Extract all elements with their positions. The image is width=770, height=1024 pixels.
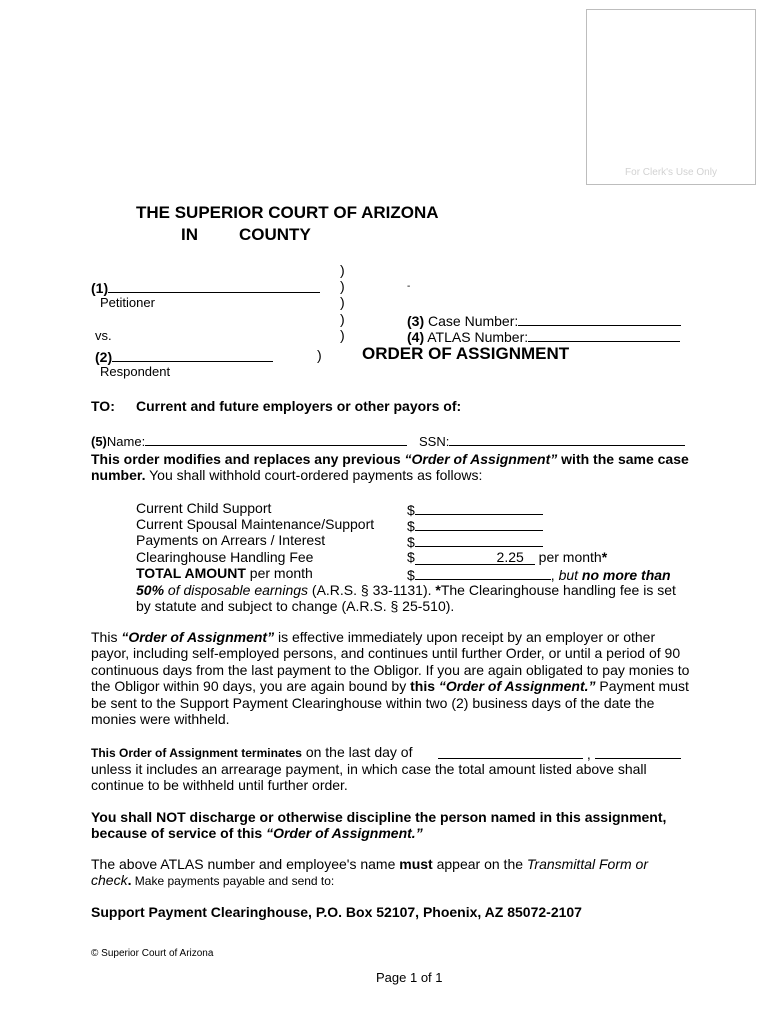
effective-order-ref: “Order of Assignment.” (438, 678, 596, 695)
atlas-number-num: (4) (407, 329, 425, 345)
ssn-label: SSN: (419, 434, 450, 449)
handling-fee-field[interactable] (415, 550, 535, 565)
order-title: ORDER OF ASSIGNMENT (362, 344, 570, 363)
ars-ref: (A.R.S. § 33-1131). (308, 582, 436, 598)
atlas-note-check: check (91, 872, 128, 889)
payment-amount (407, 532, 543, 550)
terminates-text: continue to be withheld until further order. (91, 777, 348, 794)
discharge-text: You shall NOT discharge or otherwise discipline the person named in this assignment, (91, 809, 667, 825)
spousal-support-field[interactable] (415, 516, 543, 531)
per-month-text: per month (534, 549, 602, 565)
terminates-comma: , (586, 746, 591, 762)
case-number-field[interactable] (518, 311, 681, 326)
effective-this: this (410, 678, 439, 695)
discharge-paragraph (91, 809, 691, 842)
respondent-number: (2) (95, 349, 113, 365)
total-amount-field[interactable] (415, 565, 551, 580)
effective-text: This (91, 629, 122, 645)
payment-label: Current Spousal Maintenance/Support (136, 516, 375, 532)
copyright: © Superior Court of Arizona (91, 948, 214, 959)
dollar-sign: $ (407, 502, 415, 518)
fee-star: * (601, 549, 608, 565)
terminates-text: on the last day of (301, 744, 413, 760)
terminates-line (91, 744, 412, 760)
atlas-note-text: Make payments payable and send to: (131, 874, 335, 889)
total-comma: , (550, 567, 559, 583)
respondent-label: Respondent (100, 364, 171, 379)
payment-label: Payments on Arrears / Interest (136, 532, 326, 548)
discharge-text: because of service of this (91, 825, 267, 842)
effective-text: continuous days from the last payment to the Obligor. If you are again obligated to pay monies to (91, 661, 690, 678)
intro-text: number. (91, 467, 146, 484)
caption-dash: - (407, 281, 411, 292)
effective-paragraph (91, 629, 691, 727)
to-text: Current and future employers or other payors of: (136, 398, 462, 414)
total-but: but (558, 567, 579, 583)
case-number-label: Case Number: (428, 313, 519, 329)
intro-text: This order modifies and replaces any previous (91, 451, 405, 467)
petitioner-label: Petitioner (100, 295, 155, 310)
total-rest: per month (245, 565, 313, 581)
effective-text: monies were withheld. (91, 711, 230, 728)
payment-amount (407, 549, 607, 565)
respondent-name-field[interactable] (112, 347, 273, 362)
caption-paren: ) (340, 311, 345, 327)
clerk-use-label: For Clerk's Use Only (625, 167, 717, 178)
total-amount (407, 565, 671, 583)
name-line (91, 431, 407, 449)
child-support-field[interactable] (415, 500, 543, 515)
total-note-line1 (136, 582, 676, 598)
terminate-month-field[interactable] (438, 744, 583, 759)
name-number: (5) (91, 434, 107, 449)
petitioner-line (91, 278, 320, 296)
vs-label: vs. (95, 328, 112, 343)
atlas-number-field[interactable] (528, 327, 680, 342)
respondent-line (95, 347, 273, 365)
atlas-note-text: The above ATLAS number and employee's name (91, 856, 400, 872)
effective-text: the Obligor within 90 days, you are again bound by (91, 678, 411, 695)
total-no-more-than: no more than (578, 567, 671, 583)
effective-text: payor, including self-employed persons, and continues until further Order, or until a period of 90 (91, 645, 681, 662)
fee-star: * (435, 582, 441, 598)
court-title: THE SUPERIOR COURT OF ARIZONA (136, 203, 439, 222)
dollar-sign: $ (407, 567, 415, 583)
clearinghouse-address: Support Payment Clearinghouse, P.O. Box 52107, Phoenix, AZ 85072-2107 (91, 904, 582, 920)
atlas-number-label: ATLAS Number: (427, 329, 529, 345)
atlas-note-must: must (399, 856, 433, 872)
handling-fee-value: 2.25 (496, 549, 524, 565)
total-amount-label (136, 565, 313, 581)
intro-text: with the same case (557, 451, 689, 467)
payment-label: Clearinghouse Handling Fee (136, 549, 314, 565)
atlas-number-line (407, 327, 680, 345)
page-number: Page 1 of 1 (376, 970, 443, 985)
effective-text: Payment must (595, 678, 689, 695)
intro-paragraph (91, 451, 691, 484)
total-bold: TOTAL AMOUNT (136, 565, 246, 581)
disposable-earnings: of disposable earnings (164, 582, 309, 598)
terminates-paragraph (91, 761, 691, 794)
petitioner-name-field[interactable] (108, 278, 320, 293)
ssn-field[interactable] (449, 431, 685, 446)
payment-label: Current Child Support (136, 500, 272, 516)
clerk-use-box (586, 9, 756, 185)
atlas-note-dot: . (127, 872, 132, 889)
arrears-field[interactable] (415, 532, 543, 547)
caption-paren: ) (317, 347, 322, 363)
effective-text: be sent to the Support Payment Clearinghouse within two (2) business days of the date the (91, 694, 655, 711)
case-number-num: (3) (407, 313, 425, 329)
atlas-note-text: appear on the (432, 856, 527, 872)
county-label: COUNTY (239, 225, 311, 244)
atlas-note-paragraph (91, 856, 691, 890)
to-label: TO: (91, 398, 115, 414)
caption-paren: ) (340, 294, 345, 310)
petitioner-number: (1) (91, 280, 109, 296)
effective-text: is effective immediately upon receipt by an employer or other (274, 629, 656, 645)
fifty-percent: 50% (136, 582, 165, 598)
intro-order-ref: “Order of Assignment” (404, 451, 558, 467)
dollar-sign: $ (407, 534, 415, 550)
name-label: Name: (106, 434, 146, 449)
terminate-year-field[interactable] (595, 744, 681, 759)
caption-paren: ) (340, 278, 345, 294)
effective-order-ref: “Order of Assignment” (121, 629, 275, 645)
county-in-label: IN (181, 225, 198, 244)
atlas-note-transmittal: Transmittal Form or (526, 856, 648, 872)
terminates-text: unless it includes an arrearage payment, in which case the total amount listed above shall (91, 761, 647, 777)
total-note-line2: by statute and subject to change (A.R.S. § 25-510). (136, 598, 455, 614)
terminates-bold: This Order of Assignment terminates (91, 746, 302, 760)
intro-text: You shall withhold court-ordered payments as follows: (145, 467, 483, 484)
caption-paren: ) (340, 327, 345, 343)
ssn-line (419, 431, 685, 449)
caption-paren: ) (340, 262, 345, 278)
discharge-order-ref: “Order of Assignment.” (266, 825, 423, 842)
fee-note: The Clearinghouse handling fee is set (440, 582, 676, 598)
name-field[interactable] (145, 431, 407, 446)
dollar-sign: $ (407, 518, 415, 534)
dollar-sign: $ (407, 549, 415, 565)
terminates-fields (438, 744, 681, 762)
